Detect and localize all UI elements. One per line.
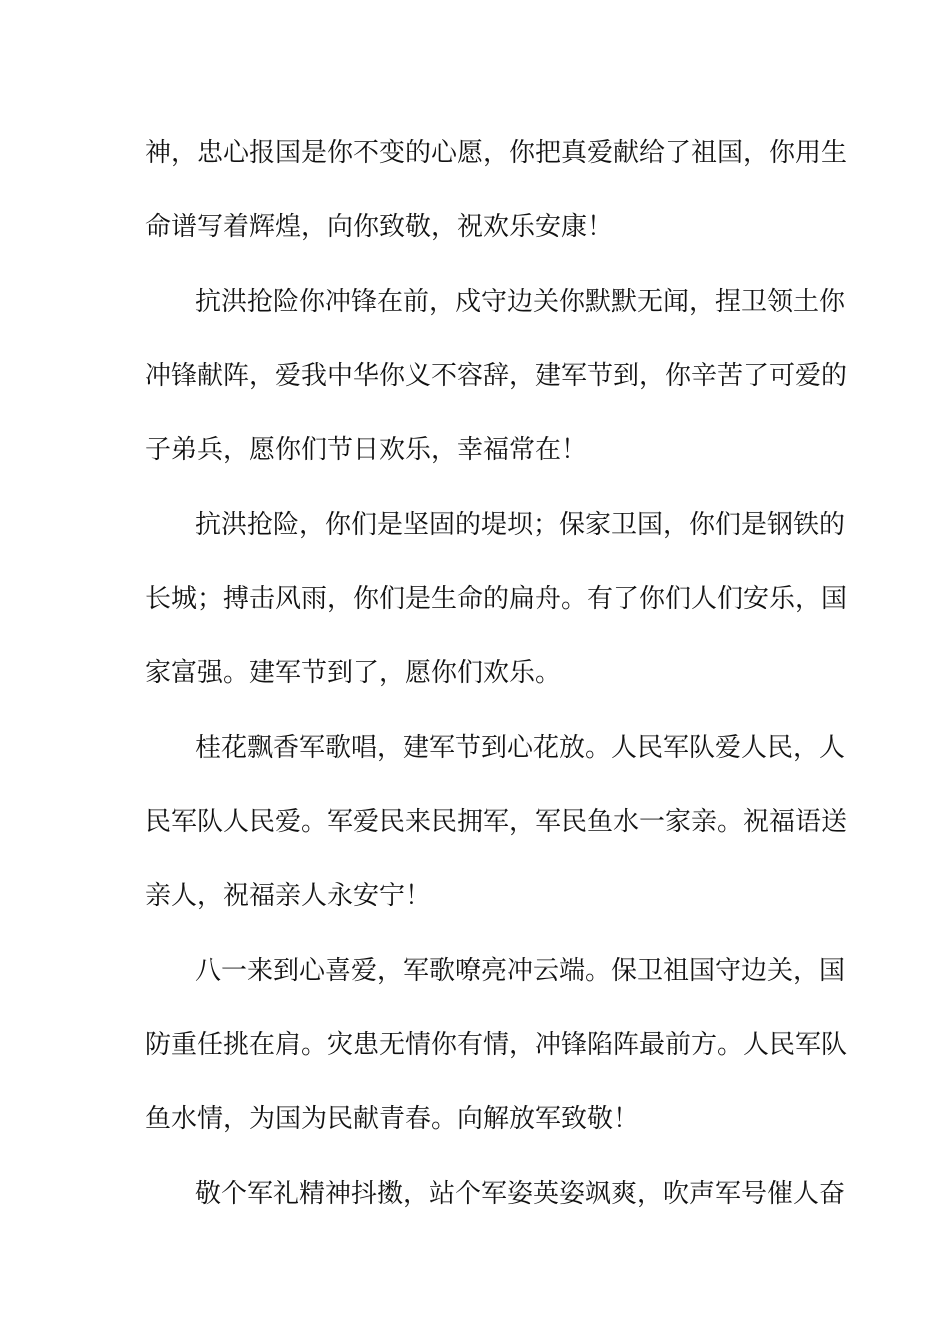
text-line: 家富强。建军节到了，愿你们欢乐。 [145,658,562,688]
text-line: 神，忠心报国是你不变的心愿，你把真爱献给了祖国，你用生 [145,138,848,168]
paragraph-first-line: 桂花飘香军歌唱，建军节到心花放。人民军队爱人民，人 [195,733,846,763]
text-line: 长城；搏击风雨，你们是生命的扁舟。有了你们人们安乐，国 [145,584,848,614]
paragraph-first-line: 抗洪抢险你冲锋在前，戍守边关你默默无闻，捏卫领土你 [195,287,846,317]
text-line: 民军队人民爱。军爱民来民拥军，军民鱼水一家亲。祝福语送 [145,807,848,837]
text-line: 亲人，祝福亲人永安宁！ [145,881,432,911]
paragraph-first-line: 八一来到心喜爱，军歌嘹亮冲云端。保卫祖国守边关，国 [195,956,846,986]
text-line: 冲锋献阵，爱我中华你义不容辞，建军节到，你辛苦了可爱的 [145,361,848,391]
text-line: 鱼水情，为国为民献青春。向解放军致敬！ [145,1104,640,1134]
text-line: 防重任挑在肩。灾患无情你有情，冲锋陷阵最前方。人民军队 [145,1030,848,1060]
text-line: 命谱写着辉煌，向你致敬，祝欢乐安康！ [145,212,614,242]
paragraph-first-line: 敬个军礼精神抖擞，站个军姿英姿飒爽，吹声军号催人奋 [195,1179,846,1209]
text-line: 子弟兵，愿你们节日欢乐，幸福常在！ [145,435,588,465]
paragraph-first-line: 抗洪抢险，你们是坚固的堤坝；保家卫国，你们是钢铁的 [195,510,846,540]
